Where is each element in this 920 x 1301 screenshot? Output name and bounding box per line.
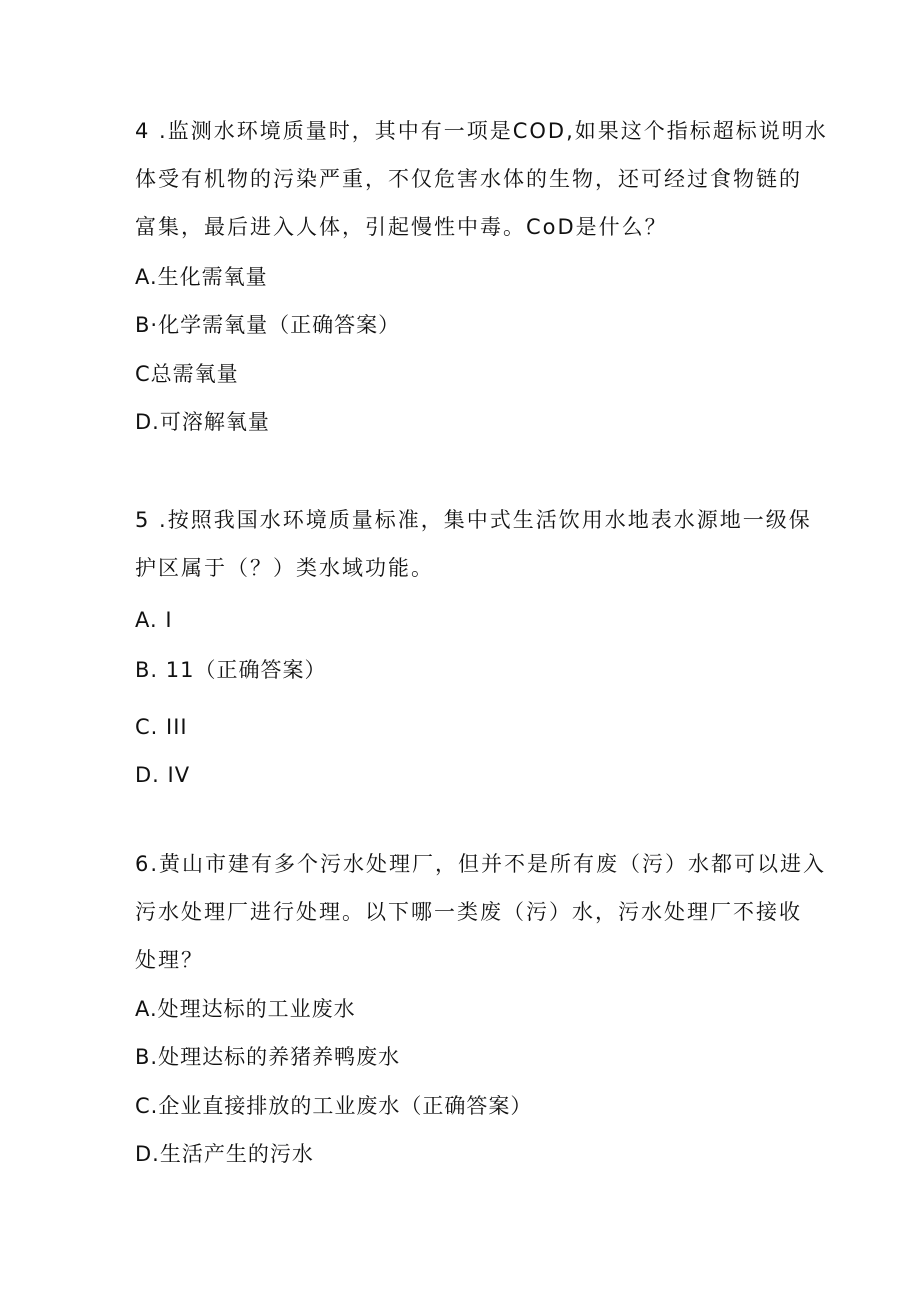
question-5-stem-line-2: 护区属于（？）类水域功能。 — [135, 556, 434, 580]
question-4-option-c: C总需氧量 — [135, 362, 239, 386]
question-4-stem-line-1: 4 .监测水环境质量时，其中有一项是COD,如果这个指标超标说明水 — [135, 119, 828, 143]
question-4-option-d: D.可溶解氧量 — [135, 410, 270, 434]
question-6-option-b: B.处理达标的养猪养鸭废水 — [135, 1045, 401, 1069]
question-4-stem-line-2: 体受有机物的污染严重，不仅危害水体的生物，还可经过食物链的 — [135, 167, 802, 191]
question-6-stem-line-3: 处理？ — [135, 948, 204, 972]
question-6-option-c: C.企业直接排放的工业废水（正确答案） — [135, 1094, 533, 1118]
question-6-stem-line-2: 污水处理厂进行处理。以下哪一类废（污）水，污水处理厂不接收 — [135, 900, 802, 924]
question-4-option-a: A.生化需氧量 — [135, 265, 268, 289]
question-5-option-c: C. III — [135, 715, 188, 739]
question-4-option-b: B·化学需氧量（正确答案） — [135, 313, 401, 337]
question-6-option-d: D.生活产生的污水 — [135, 1142, 314, 1166]
question-5-option-d: D. IV — [135, 763, 191, 787]
question-5-option-b: B. 11（正确答案） — [135, 658, 327, 682]
question-4-stem-line-3: 富集，最后进入人体，引起慢性中毒。CoD是什么？ — [135, 215, 668, 239]
question-5-stem-line-1: 5 .按照我国水环境质量标准，集中式生活饮用水地表水源地一级保 — [135, 508, 812, 532]
question-5-option-a: A. I — [135, 608, 173, 632]
question-6-stem-line-1: 6.黄山市建有多个污水处理厂，但并不是所有废（污）水都可以进入 — [135, 852, 827, 876]
question-6-option-a: A.处理达标的工业废水 — [135, 997, 356, 1021]
